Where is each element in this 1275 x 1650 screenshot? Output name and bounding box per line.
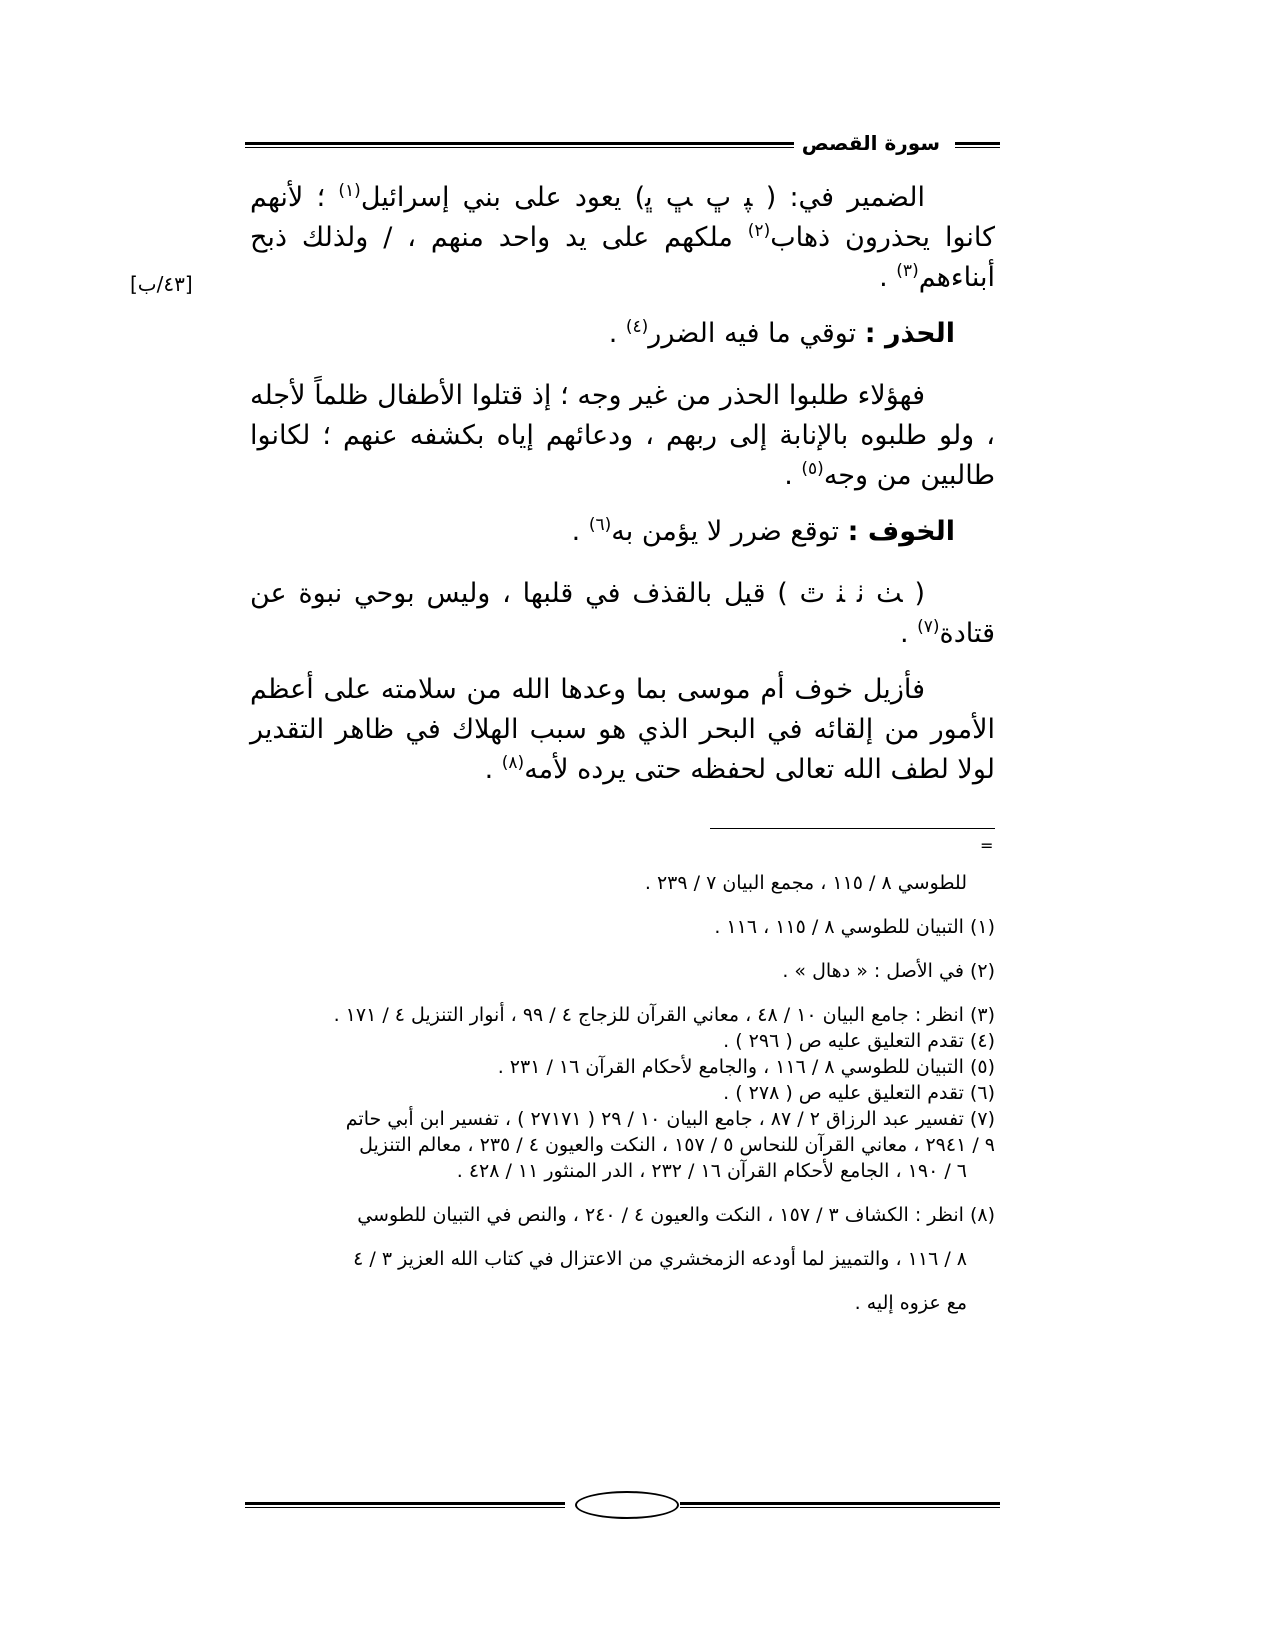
paragraph-2 (250, 376, 995, 496)
header-rule-left (245, 142, 805, 148)
main-text (250, 178, 995, 806)
paragraph-4-text: فأزيل خوف أم موسى بما وعدها الله من سلامته على أعظم الأمور من إلقائه في البحر الذي هو سبب الهلاك في ظاهر التقدير لولا لطف الله تعالى لحفظه حتى يرده لأمه (250, 674, 995, 785)
definition-khawf (250, 512, 995, 552)
paragraph-3-text: ( ﭟ ﭠ ﭡ ﭢ ) قيل بالقذف في قلبها ، وليس بوحي نبوة عن قتادة (250, 578, 995, 649)
footnote-7-line-1: (٧) تفسير عبد الرزاق ٢ / ٨٧ ، جامع البيان ١٠ / ٢٩ ( ٢٧١٧١ ) ، تفسير ابن أبي حاتم (345, 1108, 995, 1130)
definition-term-khawf: الخوف : (847, 516, 955, 547)
footnote-2: (٢) في الأصل : « دهال » . (782, 960, 995, 982)
paragraph-3 (250, 574, 995, 654)
paragraph-2-text: فهؤلاء طلبوا الحذر من غير وجه ؛ إذ قتلوا الأطفال ظلماً لأجله ، ولو طلبوه بالإنابة إلى ربهم ، ودعائهم إياه بكشفه عنهم ؛ لكانوا طالبين من وجه (250, 380, 995, 491)
footnote-6: (٦) تقدم التعليق عليه ص ( ٢٧٨ ) . (723, 1082, 995, 1104)
bottom-ornament (245, 1490, 1000, 1520)
footnote-7-line-2: ٩ / ٢٩٤١ ، معاني القرآن للنحاس ٥ / ١٥٧ ، النكت والعيون ٤ / ٢٣٥ ، معالم التنزيل (359, 1134, 995, 1156)
footnotes (250, 870, 995, 1316)
paragraph-1-text-c: ملكهم على يد واحد منهم ، / ولذلك ذبح أبناءهم (250, 222, 995, 293)
paragraph-1-text-a: الضمير في: ( ﭙ ﭚ ﭛ ﭜ) يعود على بني إسرائيل (360, 182, 926, 213)
paragraph-3-end: . (899, 618, 918, 649)
footnote-ref-8: (٨) (501, 753, 525, 773)
paragraph-1 (250, 178, 995, 298)
footnote-ref-4: (٤) (625, 317, 649, 337)
running-header (245, 130, 1000, 160)
footnote-separator (710, 828, 995, 829)
definition-hadhar (250, 314, 995, 354)
footnote-ref-1: (١) (338, 181, 361, 201)
page-number-oval (575, 1491, 679, 1519)
definition-term-hadhar: الحذر : (864, 318, 955, 349)
paragraph-4 (250, 670, 995, 790)
definition-text-hadhar: توقي ما فيه الضرر (648, 318, 865, 349)
bottom-rule-left (245, 1502, 565, 1508)
footnote-ref-3: (٣) (896, 261, 919, 281)
footnote-continued: للطوسي ٨ / ١١٥ ، مجمع البيان ٧ / ٢٣٩ . (644, 872, 967, 894)
footnote-ref-5: (٥) (801, 459, 824, 479)
paragraph-2-end: . (784, 460, 802, 491)
paragraph-1-text-d: . (879, 262, 897, 293)
footnote-8-line-3: مع عزوه إليه . (854, 1292, 967, 1314)
footnote-1: (١) التبيان للطوسي ٨ / ١١٥ ، ١١٦ . (714, 916, 995, 938)
definition-text-khawf: توقع ضرر لا يؤمن به (611, 516, 848, 547)
header-rule-right (955, 142, 1000, 148)
footnote-8-line-1: (٨) انظر : الكشاف ٣ / ١٥٧ ، النكت والعيون ٤ / ٢٤٠ ، والنص في التبيان للطوسي (357, 1204, 995, 1226)
footnote-8-line-2: ٨ / ١١٦ ، والتمييز لما أودعه الزمخشري من الاعتزال في كتاب الله العزيز ٣ / ٤ (353, 1248, 967, 1270)
footnote-3: (٣) انظر : جامع البيان ١٠ / ٤٨ ، معاني القرآن للزجاج ٤ / ٩٩ ، أنوار التنزيل ٤ / ١٧١ . (333, 1004, 995, 1026)
definition-end-hadhar: . (608, 318, 626, 349)
footnote-continuation-mark: = (980, 836, 994, 855)
footnote-ref-2: (٢) (747, 221, 771, 241)
footnote-4: (٤) تقدم التعليق عليه ص ( ٢٩٦ ) . (723, 1030, 995, 1052)
footnote-5: (٥) التبيان للطوسي ٨ / ١١٦ ، والجامع لأحكام القرآن ١٦ / ٢٣١ . (497, 1056, 995, 1078)
header-title: سورة القصص (794, 130, 948, 156)
footnote-7-line-3: ٦ / ١٩٠ ، الجامع لأحكام القرآن ١٦ / ٢٣٢ ، الدر المنثور ١١ / ٤٢٨ . (456, 1160, 967, 1182)
margin-folio-note: [٤٣/ب] (130, 272, 193, 296)
paragraph-4-end: . (484, 754, 502, 785)
definition-end-khawf: . (571, 516, 589, 547)
bottom-rule-right (680, 1502, 1000, 1508)
paragraph-1-text-b: ؛ لأنهم كانوا يحذرون ذهاب (250, 182, 995, 253)
footnote-ref-7: (٧) (917, 617, 940, 637)
footnote-ref-6: (٦) (588, 515, 612, 535)
